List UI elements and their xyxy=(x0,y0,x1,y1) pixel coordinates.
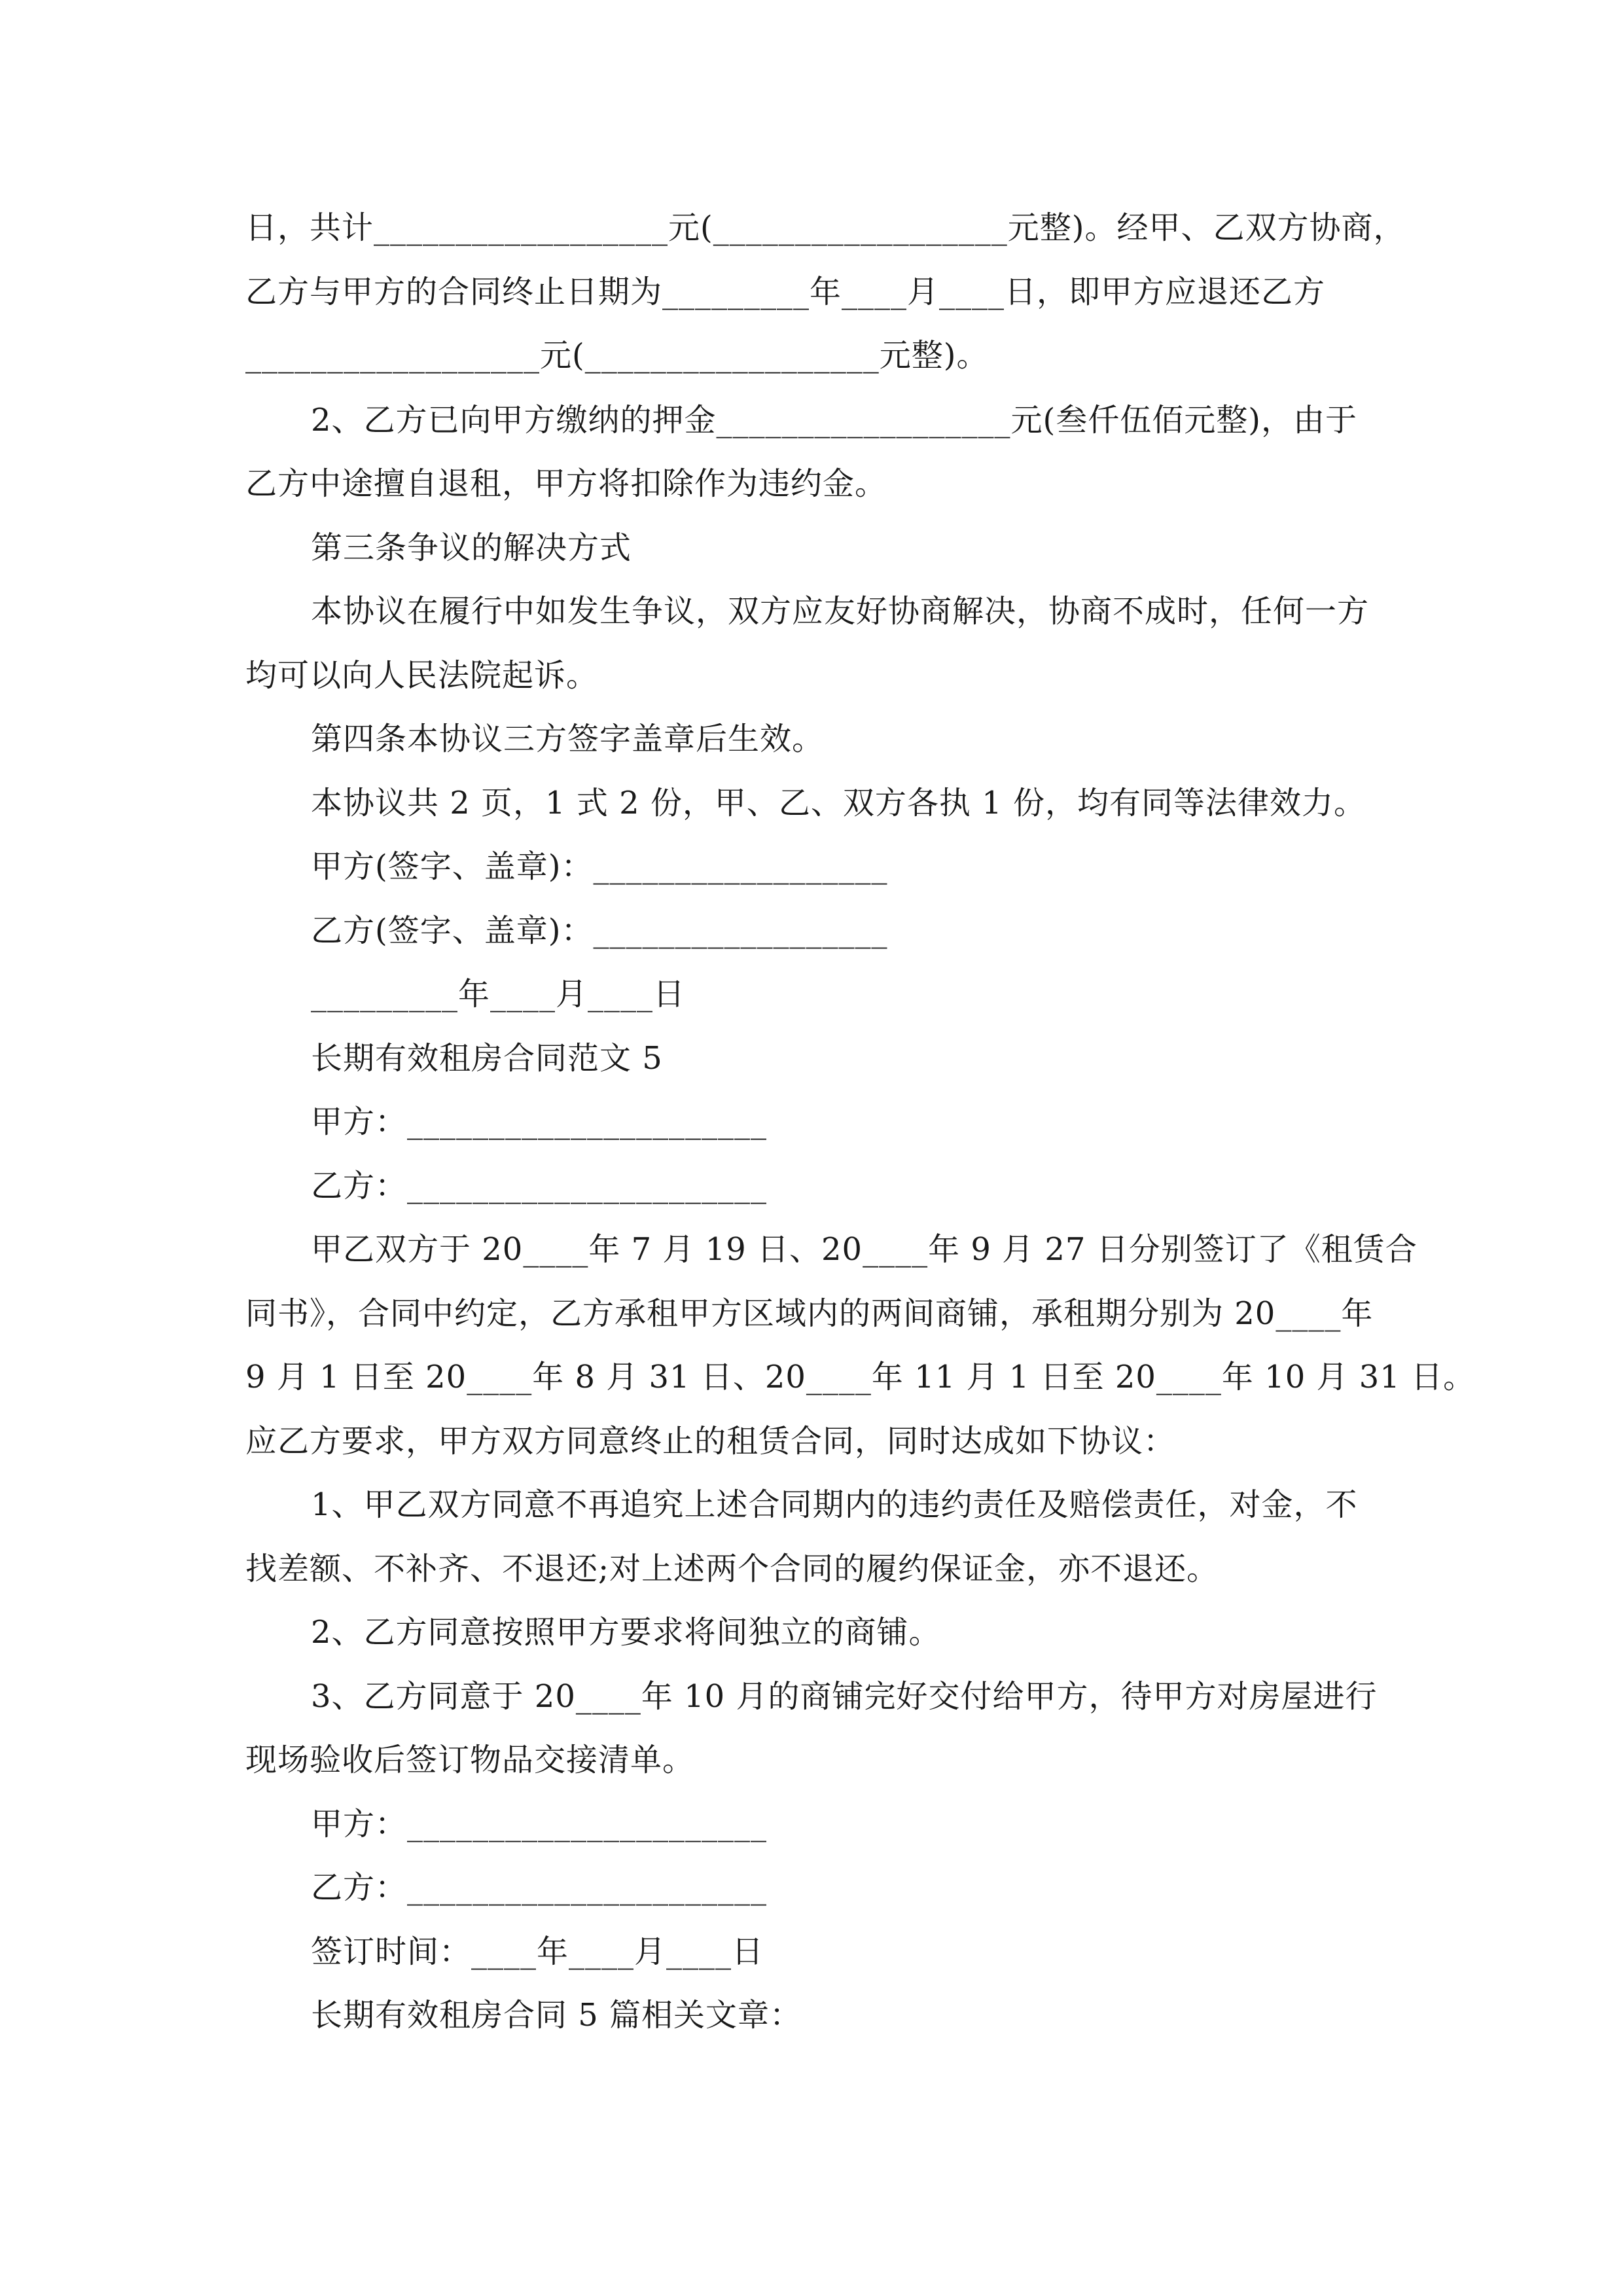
text-line: 同书》，合同中约定，乙方承租甲方区域内的两间商铺，承租期分别为 20____年 xyxy=(245,1295,1374,1332)
party-a-line: 甲方：______________________ xyxy=(311,1103,768,1140)
date-line: _________年____月____日 xyxy=(311,976,686,1013)
text-line: 3、乙方同意于 20____年 10 月的商铺完好交付给甲方，待甲方对房屋进行 xyxy=(311,1678,1378,1715)
related-articles-heading: 长期有效租房合同 5 篇相关文章： xyxy=(311,1997,802,2034)
text-line: __________________元(__________________元整)。 xyxy=(245,337,989,374)
text-line: 1、甲乙双方同意不再追究上述合同期内的违约责任及赔偿责任，对金，不 xyxy=(311,1486,1358,1523)
party-a-line: 甲方：______________________ xyxy=(311,1806,768,1842)
text-line: 应乙方要求，甲方双方同意终止的租赁合同，同时达成如下协议： xyxy=(245,1423,1176,1460)
text-line: 均可以向人民法院起诉。 xyxy=(245,657,599,694)
text-line: 本协议在履行中如发生争议，双方应友好协商解决，协商不成时，任何一方 xyxy=(311,593,1370,630)
text-line: 2、乙方已向甲方缴纳的押金__________________元(叁仟伍佰元整)，由于 xyxy=(311,402,1357,439)
party-b-line: 乙方：______________________ xyxy=(311,1869,768,1906)
text-line: 找差额、不补齐、不退还;对上述两个合同的履约保证金，亦不退还。 xyxy=(245,1551,1219,1587)
party-b-line: 乙方：______________________ xyxy=(311,1168,768,1204)
text-line: 乙方中途擅自退租，甲方将扣除作为违约金。 xyxy=(245,465,887,502)
text-line: 日，共计__________________元(__________________元整)。经甲、乙双方协商， xyxy=(245,209,1406,246)
text-line: 第四条本协议三方签字盖章后生效。 xyxy=(311,721,825,757)
text-line: 9 月 1 日至 20____年 8 月 31 日、20____年 11 月 1 日至 20____年 10 月 31 日。 xyxy=(245,1359,1476,1395)
text-line: 乙方与甲方的合同终止日期为_________年____月____日，即甲方应退还乙方 xyxy=(245,274,1326,310)
signature-line-party-b: 乙方(签字、盖章)：__________________ xyxy=(311,912,888,949)
signing-date-line: 签订时间：____年____月____日 xyxy=(311,1933,764,1970)
signature-line-party-a: 甲方(签字、盖章)：__________________ xyxy=(311,848,888,885)
text-line: 本协议共 2 页，1 式 2 份，甲、乙、双方各执 1 份，均有同等法律效力。 xyxy=(311,785,1366,821)
section-heading: 第三条争议的解决方式 xyxy=(311,529,632,566)
text-line: 甲乙双方于 20____年 7 月 19 日、20____年 9 月 27 日分别签订了《租赁合 xyxy=(311,1231,1418,1268)
text-line: 2、乙方同意按照甲方要求将间独立的商铺。 xyxy=(311,1614,941,1651)
text-line: 现场验收后签订物品交接清单。 xyxy=(245,1742,695,1778)
document-title: 长期有效租房合同范文 5 xyxy=(311,1040,663,1077)
